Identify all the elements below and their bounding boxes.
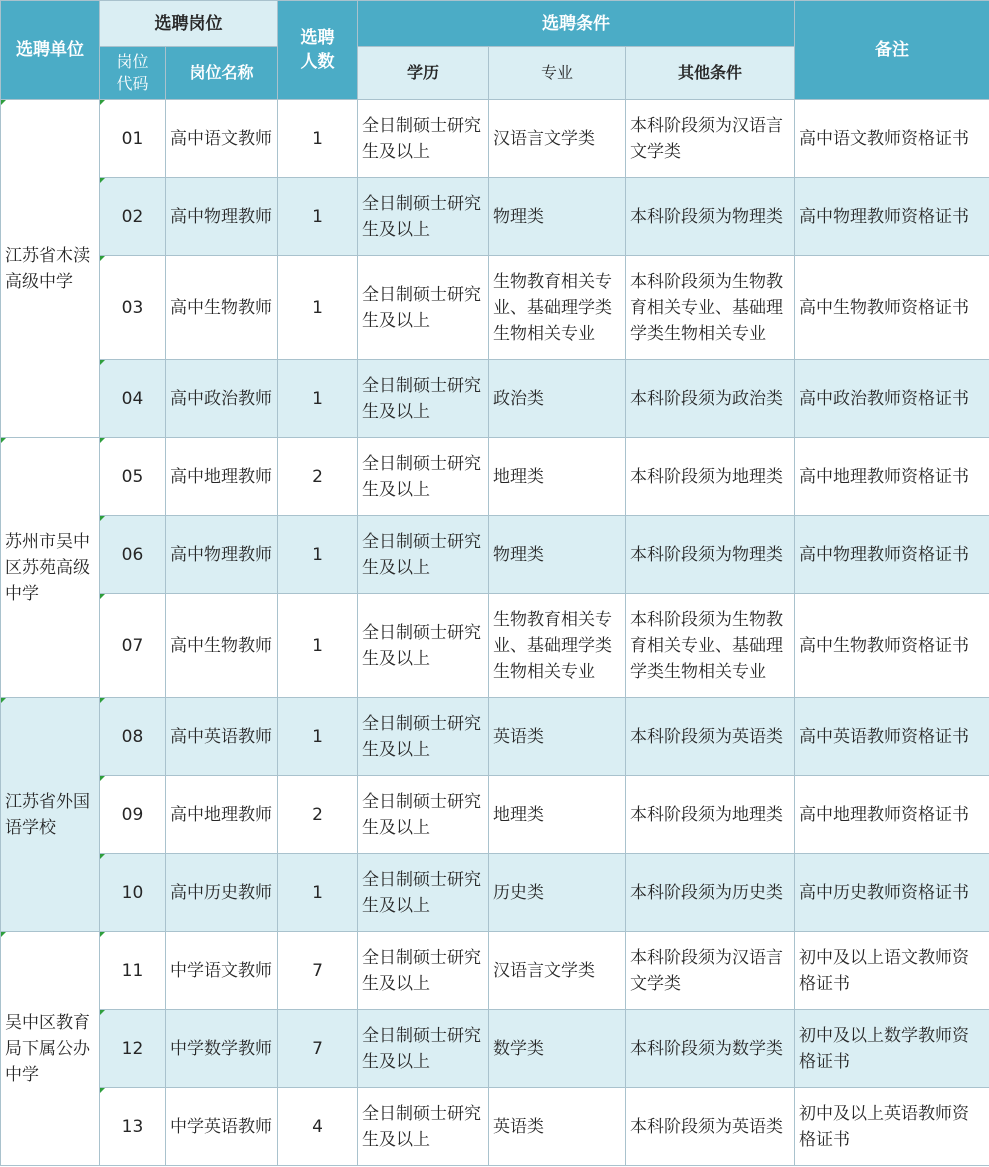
- cell-education: 全日制硕士研究生及以上: [358, 516, 489, 594]
- header-code-label: 岗位代码: [116, 52, 149, 93]
- cell-name: 高中历史教师: [166, 854, 278, 932]
- header-conditions-group: 选聘条件: [358, 1, 795, 47]
- cell-name: 中学英语教师: [166, 1088, 278, 1166]
- cell-major: 历史类: [489, 854, 626, 932]
- cell-code: 03: [100, 256, 166, 360]
- cell-notes: 初中及以上数学教师资格证书: [795, 1010, 989, 1088]
- cell-education: 全日制硕士研究生及以上: [358, 698, 489, 776]
- cell-other: 本科阶段须为数学类: [626, 1010, 795, 1088]
- cell-count: 1: [278, 178, 358, 256]
- cell-name: 高中生物教师: [166, 256, 278, 360]
- cell-major: 汉语言文学类: [489, 932, 626, 1010]
- cell-other: 本科阶段须为物理类: [626, 178, 795, 256]
- table-row: [1, 698, 989, 776]
- table-row: [1, 932, 989, 1010]
- header-code: [100, 47, 166, 100]
- cell-count: 4: [278, 1088, 358, 1166]
- cell-count: 1: [278, 360, 358, 438]
- unit-name: 江苏省外国语学校: [1, 698, 100, 932]
- cell-count: 1: [278, 854, 358, 932]
- header-major: 专业: [489, 47, 626, 100]
- cell-notes: 高中地理教师资格证书: [795, 776, 989, 854]
- cell-notes: 高中生物教师资格证书: [795, 594, 989, 698]
- header-education: 学历: [358, 47, 489, 100]
- cell-major: 物理类: [489, 178, 626, 256]
- cell-notes: 初中及以上英语教师资格证书: [795, 1088, 989, 1166]
- cell-count: 7: [278, 932, 358, 1010]
- cell-education: 全日制硕士研究生及以上: [358, 256, 489, 360]
- cell-count: 1: [278, 698, 358, 776]
- unit-name: 苏州市吴中区苏苑高级中学: [1, 438, 100, 698]
- cell-other: 本科阶段须为汉语言文学类: [626, 100, 795, 178]
- cell-code: 06: [100, 516, 166, 594]
- cell-code: 07: [100, 594, 166, 698]
- cell-code: 02: [100, 178, 166, 256]
- cell-major: 政治类: [489, 360, 626, 438]
- table-row: [1, 1010, 989, 1088]
- cell-code: 05: [100, 438, 166, 516]
- table-row: [1, 516, 989, 594]
- cell-other: 本科阶段须为历史类: [626, 854, 795, 932]
- cell-education: 全日制硕士研究生及以上: [358, 438, 489, 516]
- table-row: [1, 438, 989, 516]
- cell-count: 7: [278, 1010, 358, 1088]
- table-row: [1, 854, 989, 932]
- cell-name: 高中地理教师: [166, 776, 278, 854]
- cell-code: 09: [100, 776, 166, 854]
- cell-notes: 高中物理教师资格证书: [795, 178, 989, 256]
- cell-education: 全日制硕士研究生及以上: [358, 854, 489, 932]
- cell-major: 地理类: [489, 776, 626, 854]
- header-position-group: 选聘岗位: [100, 1, 278, 47]
- cell-major: 汉语言文学类: [489, 100, 626, 178]
- cell-education: 全日制硕士研究生及以上: [358, 594, 489, 698]
- cell-notes: 高中生物教师资格证书: [795, 256, 989, 360]
- table-row: [1, 178, 989, 256]
- table-row: [1, 360, 989, 438]
- cell-name: 高中生物教师: [166, 594, 278, 698]
- unit-name: 吴中区教育局下属公办中学: [1, 932, 100, 1166]
- table-row: [1, 256, 989, 360]
- cell-code: 01: [100, 100, 166, 178]
- table-row: [1, 776, 989, 854]
- table-row: [1, 1088, 989, 1166]
- cell-code: 13: [100, 1088, 166, 1166]
- table-body: [1, 100, 989, 1166]
- cell-major: 数学类: [489, 1010, 626, 1088]
- cell-notes: 高中物理教师资格证书: [795, 516, 989, 594]
- cell-major: 物理类: [489, 516, 626, 594]
- cell-education: 全日制硕士研究生及以上: [358, 1010, 489, 1088]
- cell-major: 生物教育相关专业、基础理学类生物相关专业: [489, 256, 626, 360]
- cell-name: 高中物理教师: [166, 178, 278, 256]
- header-other: 其他条件: [626, 47, 795, 100]
- cell-education: 全日制硕士研究生及以上: [358, 776, 489, 854]
- cell-other: 本科阶段须为地理类: [626, 438, 795, 516]
- header-notes: 备注: [795, 1, 989, 100]
- cell-count: 2: [278, 438, 358, 516]
- cell-name: 高中英语教师: [166, 698, 278, 776]
- cell-name: 高中物理教师: [166, 516, 278, 594]
- cell-code: 11: [100, 932, 166, 1010]
- cell-notes: 高中历史教师资格证书: [795, 854, 989, 932]
- cell-education: 全日制硕士研究生及以上: [358, 178, 489, 256]
- cell-name: 中学数学教师: [166, 1010, 278, 1088]
- cell-count: 1: [278, 516, 358, 594]
- cell-name: 高中语文教师: [166, 100, 278, 178]
- header-name: 岗位名称: [166, 47, 278, 100]
- cell-other: 本科阶段须为生物教育相关专业、基础理学类生物相关专业: [626, 594, 795, 698]
- cell-notes: 高中政治教师资格证书: [795, 360, 989, 438]
- cell-count: 1: [278, 100, 358, 178]
- cell-other: 本科阶段须为英语类: [626, 698, 795, 776]
- cell-notes: 高中英语教师资格证书: [795, 698, 989, 776]
- cell-code: 04: [100, 360, 166, 438]
- cell-notes: 初中及以上语文教师资格证书: [795, 932, 989, 1010]
- cell-major: 生物教育相关专业、基础理学类生物相关专业: [489, 594, 626, 698]
- cell-education: 全日制硕士研究生及以上: [358, 100, 489, 178]
- cell-code: 08: [100, 698, 166, 776]
- cell-code: 10: [100, 854, 166, 932]
- cell-major: 地理类: [489, 438, 626, 516]
- cell-other: 本科阶段须为物理类: [626, 516, 795, 594]
- cell-major: 英语类: [489, 698, 626, 776]
- cell-other: 本科阶段须为政治类: [626, 360, 795, 438]
- cell-count: 1: [278, 256, 358, 360]
- cell-education: 全日制硕士研究生及以上: [358, 360, 489, 438]
- cell-major: 英语类: [489, 1088, 626, 1166]
- cell-count: 2: [278, 776, 358, 854]
- header-count: [278, 1, 358, 100]
- header-unit: 选聘单位: [1, 1, 100, 100]
- cell-education: 全日制硕士研究生及以上: [358, 1088, 489, 1166]
- cell-name: 高中政治教师: [166, 360, 278, 438]
- cell-education: 全日制硕士研究生及以上: [358, 932, 489, 1010]
- cell-other: 本科阶段须为汉语言文学类: [626, 932, 795, 1010]
- header-count-label: 选聘人数: [300, 28, 335, 72]
- cell-count: 1: [278, 594, 358, 698]
- cell-other: 本科阶段须为生物教育相关专业、基础理学类生物相关专业: [626, 256, 795, 360]
- table-row: [1, 100, 989, 178]
- cell-other: 本科阶段须为英语类: [626, 1088, 795, 1166]
- cell-other: 本科阶段须为地理类: [626, 776, 795, 854]
- cell-name: 高中地理教师: [166, 438, 278, 516]
- cell-notes: 高中地理教师资格证书: [795, 438, 989, 516]
- unit-name: 江苏省木渎高级中学: [1, 100, 100, 438]
- table-row: [1, 594, 989, 698]
- cell-notes: 高中语文教师资格证书: [795, 100, 989, 178]
- cell-name: 中学语文教师: [166, 932, 278, 1010]
- cell-code: 12: [100, 1010, 166, 1088]
